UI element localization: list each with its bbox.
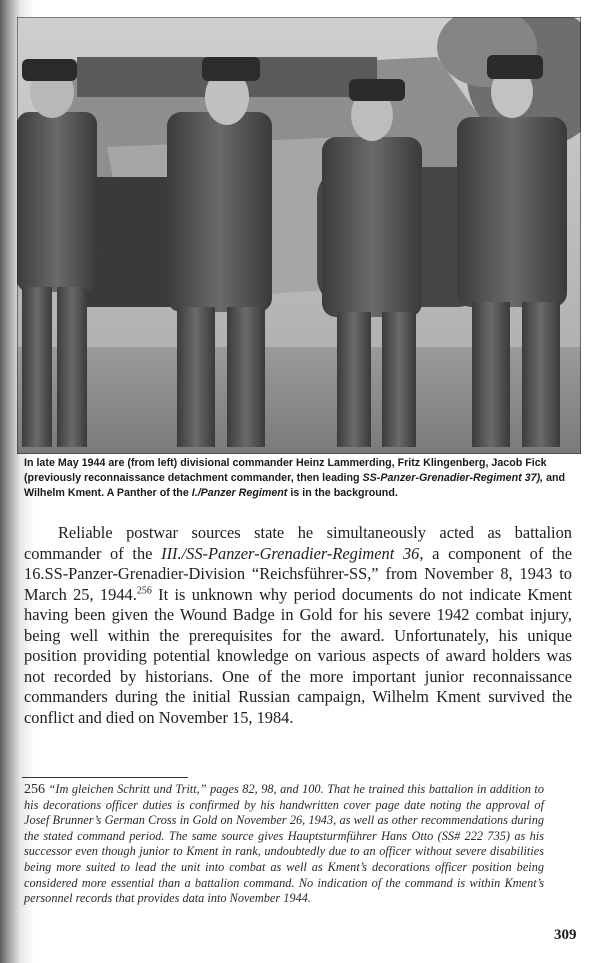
footnote-reference: 256	[136, 585, 152, 597]
photo-caption	[24, 456, 576, 501]
caption-text-3: is in the background.	[287, 487, 398, 499]
footnote-text: “Im gleichen Schritt und Tritt,” pages 82, 98, and 100. That he trained this battalion in addition to his decorations officer duties is confirmed by his handwritten cover page date noting the approval of Josef Brunner’s German Cross in Gold on November 26, 1943, as well as other recommendations during the stated command period. The same source gives Hauptsturmführer Hans Otto (SS# 222 735) as his successor even though junior to Kment in rank, undoubtedly due to an officer without severe disabilities being more suited to lead the unit into combat as well as Kment’s decorations officer position being considered more essential than a battalion command. No indication of the command is within Kment’s personnel records that provides data into November 1944.	[24, 782, 544, 906]
footnote-divider	[22, 777, 188, 778]
caption-italic-1: SS-Panzer-Grenadier-Regiment 37),	[362, 472, 544, 484]
footnote	[24, 782, 544, 907]
page-number: 309	[554, 927, 577, 943]
body-italic-1: III./SS-Panzer-Grenadier-Regiment 36	[161, 543, 420, 563]
caption-text-1: In late May 1944 are (from left) divisional commander Heinz Lammerding, Fritz Klingenberg, Jacob Fick (previously reconnaissance detachment commander, then leading	[24, 457, 547, 484]
body-text-1: Reliable postwar sources state he simultaneously acted as battalion commander of the	[24, 523, 572, 563]
body-paragraph	[24, 523, 572, 728]
historical-photo	[17, 17, 581, 454]
body-text-2: , a component of the 16.SS-Panzer-Grenadier-Division “Reichsführer-SS,” from November 8, 1943 to March 25, 1944.	[24, 543, 572, 604]
caption-italic-2: I./Panzer Regiment	[191, 487, 288, 499]
footnote-number: 256	[24, 782, 45, 797]
body-text-3: It is unknown why period documents do not indicate Kment having been given the Wound Badge in Gold for his severe 1942 combat injury, being well within the prerequisites for the award. Unfortunately, his unique position providing potential knowledge on various aspects of award holders was not recorded by historians. One of the more important junior reconnaissance commanders during the initial Russian campaign, Wilhelm Kment survived the conflict and died on November 15, 1984.	[24, 584, 572, 727]
caption-text-2: and Wilhelm Kment. A Panther of the	[24, 472, 566, 499]
